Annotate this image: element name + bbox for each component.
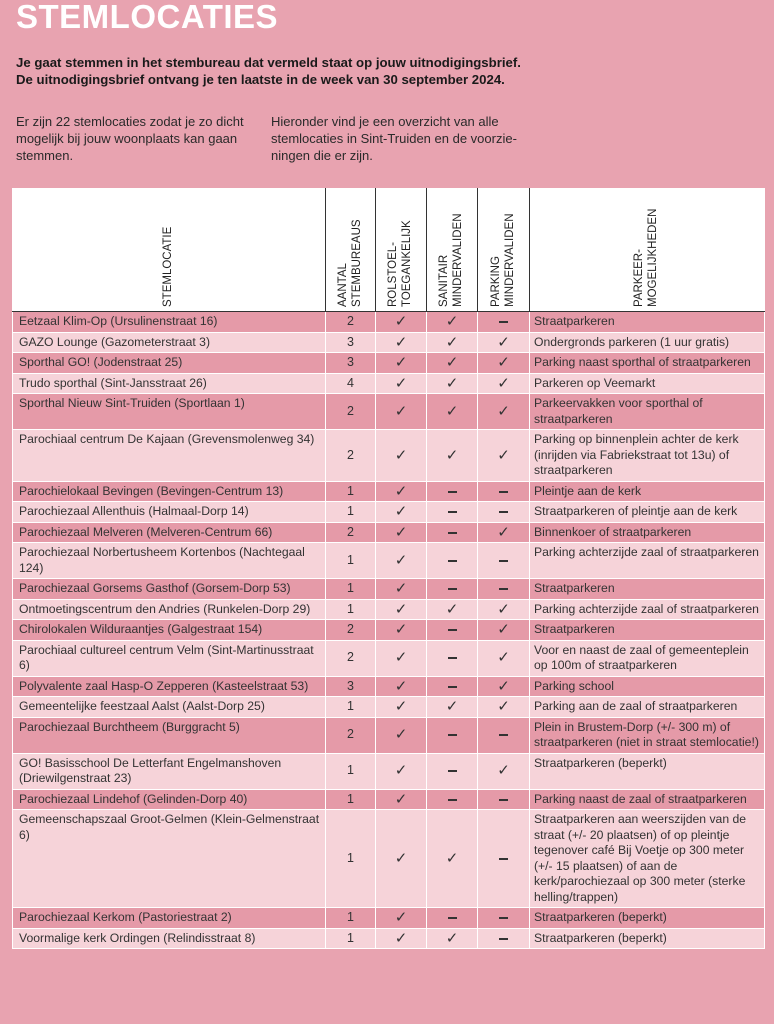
intro-text <box>16 54 756 88</box>
location-cell: Parochiezaal Lindehof (Gelinden-Dorp 40) <box>13 789 326 810</box>
table-row <box>13 373 765 394</box>
booth-count-cell: 1 <box>326 928 376 949</box>
sanitary-cell <box>427 928 478 949</box>
parking-options-cell: Plein in Brustem-Dorp (+/- 300 m) of straatparkeren (niet in straat stemlocatie!) <box>530 717 765 753</box>
table-header-row <box>13 189 765 312</box>
wheelchair-cell <box>376 543 427 579</box>
disabled-parking-cell <box>478 430 530 482</box>
location-cell: Parochielokaal Bevingen (Bevingen-Centrum 13) <box>13 481 326 502</box>
dash-icon <box>448 799 457 801</box>
location-cell: Chirolokalen Wilduraantjes (Galgestraat 154) <box>13 620 326 641</box>
check-icon: ✓ <box>394 677 408 695</box>
table-row <box>13 394 765 430</box>
check-icon: ✓ <box>445 600 459 618</box>
sanitary-cell <box>427 753 478 789</box>
table-row <box>13 908 765 929</box>
check-icon: ✓ <box>394 313 408 330</box>
parking-options-cell: Straatparkeren <box>530 312 765 333</box>
sanitary-cell <box>427 810 478 908</box>
booth-count-cell: 3 <box>326 332 376 353</box>
parking-options-cell: Straatparkeren (beperkt) <box>530 908 765 929</box>
info-column-left <box>16 113 261 164</box>
booth-count-cell: 2 <box>326 394 376 430</box>
dash-icon <box>448 491 457 493</box>
dash-icon <box>499 511 508 513</box>
table-row <box>13 353 765 374</box>
info-line: ningen die er zijn. <box>271 148 373 163</box>
location-cell: Polyvalente zaal Hasp-O Zepperen (Kasteelstraat 53) <box>13 676 326 697</box>
polling-locations-table <box>12 188 765 949</box>
sanitary-cell <box>427 394 478 430</box>
wheelchair-cell <box>376 394 427 430</box>
booth-count-cell: 2 <box>326 717 376 753</box>
dash-icon <box>448 770 457 772</box>
dash-icon <box>499 560 508 562</box>
location-cell: Parochiezaal Allenthuis (Halmaal-Dorp 14) <box>13 502 326 523</box>
table-row <box>13 579 765 600</box>
booth-count-cell: 1 <box>326 481 376 502</box>
header-aantal <box>326 189 376 312</box>
booth-count-cell: 2 <box>326 640 376 676</box>
location-cell: Parochiezaal Gorsems Gasthof (Gorsem-Dorp 53) <box>13 579 326 600</box>
sanitary-cell <box>427 312 478 333</box>
info-column-right <box>271 113 521 164</box>
dash-icon <box>499 734 508 736</box>
table-row <box>13 312 765 333</box>
disabled-parking-cell <box>478 620 530 641</box>
check-icon: ✓ <box>445 698 459 715</box>
parking-options-cell: Parking school <box>530 676 765 697</box>
check-icon: ✓ <box>497 523 510 541</box>
sanitary-cell <box>427 599 478 620</box>
check-icon: ✓ <box>394 503 408 520</box>
table-row <box>13 789 765 810</box>
parking-options-cell: Parkeren op Veemarkt <box>530 373 765 394</box>
parking-options-cell: Straatparkeren <box>530 620 765 641</box>
header-label: ROLSTOEL- TOEGANKELIJK <box>387 220 413 307</box>
header-parking <box>478 189 530 312</box>
location-cell: Sporthal GO! (Jodenstraat 25) <box>13 353 326 374</box>
wheelchair-cell <box>376 579 427 600</box>
wheelchair-cell <box>376 430 427 482</box>
parking-options-cell: Ondergronds parkeren (1 uur gratis) <box>530 332 765 353</box>
check-icon: ✓ <box>445 849 459 867</box>
check-icon: ✓ <box>497 333 510 351</box>
info-line: mogelijk bij jouw woonplaats kan gaan <box>16 131 238 146</box>
wheelchair-cell <box>376 620 427 641</box>
sanitary-cell <box>427 353 478 374</box>
dash-icon <box>448 734 457 736</box>
disabled-parking-cell <box>478 908 530 929</box>
check-icon: ✓ <box>497 402 510 420</box>
check-icon: ✓ <box>445 446 459 464</box>
check-icon: ✓ <box>497 621 510 638</box>
check-icon: ✓ <box>497 446 510 464</box>
check-icon: ✓ <box>497 374 510 392</box>
check-icon: ✓ <box>394 929 408 947</box>
parking-options-cell: Straatparkeren (beperkt) <box>530 928 765 949</box>
info-line: stemmen. <box>16 148 74 163</box>
dash-icon <box>448 532 457 534</box>
sanitary-cell <box>427 697 478 718</box>
check-icon: ✓ <box>497 698 510 715</box>
table-row <box>13 481 765 502</box>
disabled-parking-cell <box>478 481 530 502</box>
wheelchair-cell <box>376 353 427 374</box>
header-label: AANTAL STEMBUREAUS <box>336 219 363 307</box>
booth-count-cell: 3 <box>326 353 376 374</box>
booth-count-cell: 1 <box>326 599 376 620</box>
wheelchair-cell <box>376 789 427 810</box>
parking-options-cell: Parking naast sporthal of straatparkeren <box>530 353 765 374</box>
sanitary-cell <box>427 620 478 641</box>
parking-options-cell: Parking op binnenplein achter de kerk (inrijden via Fabriekstraat tot 13u) of straatparkeren <box>530 430 765 482</box>
disabled-parking-cell <box>478 353 530 374</box>
parking-options-cell: Binnenkoer of straatparkeren <box>530 522 765 543</box>
wheelchair-cell <box>376 908 427 929</box>
dash-icon <box>448 686 457 688</box>
disabled-parking-cell <box>478 373 530 394</box>
header-label: PARKEER- MOGELIJKHEDEN <box>633 208 660 307</box>
check-icon: ✓ <box>394 523 408 541</box>
table-row <box>13 640 765 676</box>
parking-options-cell: Straatparkeren (beperkt) <box>530 753 765 789</box>
wheelchair-cell <box>376 717 427 753</box>
booth-count-cell: 2 <box>326 430 376 482</box>
sanitary-cell <box>427 676 478 697</box>
header-label: SANITAIR MINDERVALIDEN <box>438 213 464 307</box>
check-icon: ✓ <box>394 354 408 371</box>
sanitary-cell <box>427 373 478 394</box>
disabled-parking-cell <box>478 789 530 810</box>
parking-options-cell: Parking naast de zaal of straatparkeren <box>530 789 765 810</box>
disabled-parking-cell <box>478 717 530 753</box>
wheelchair-cell <box>376 810 427 908</box>
location-cell: Ontmoetingscentrum den Andries (Runkelen-Dorp 29) <box>13 599 326 620</box>
header-sanitair <box>427 189 478 312</box>
location-cell: Parochiezaal Kerkom (Pastoriestraat 2) <box>13 908 326 929</box>
sanitary-cell <box>427 502 478 523</box>
booth-count-cell: 2 <box>326 522 376 543</box>
parking-options-cell: Pleintje aan de kerk <box>530 481 765 502</box>
dash-icon <box>448 657 457 659</box>
booth-count-cell: 1 <box>326 810 376 908</box>
dash-icon <box>448 511 457 513</box>
wheelchair-cell <box>376 928 427 949</box>
location-cell: Parochiezaal Burchtheem (Burggracht 5) <box>13 717 326 753</box>
location-cell: GO! Basisschool De Letterfant Engelmanshoven (Driewilgenstraat 23) <box>13 753 326 789</box>
page-title: STEMLOCATIES <box>16 0 279 35</box>
sanitary-cell <box>427 717 478 753</box>
check-icon: ✓ <box>394 649 408 667</box>
dash-icon <box>448 560 457 562</box>
wheelchair-cell <box>376 481 427 502</box>
disabled-parking-cell <box>478 579 530 600</box>
sanitary-cell <box>427 908 478 929</box>
check-icon: ✓ <box>445 354 459 371</box>
location-cell: Trudo sporthal (Sint-Jansstraat 26) <box>13 373 326 394</box>
booth-count-cell: 1 <box>326 908 376 929</box>
location-cell: Gemeenschapszaal Groot-Gelmen (Klein-Gelmenstraat 6) <box>13 810 326 908</box>
check-icon: ✓ <box>394 580 408 597</box>
disabled-parking-cell <box>478 753 530 789</box>
dash-icon <box>448 917 457 919</box>
dash-icon <box>499 588 508 590</box>
booth-count-cell: 1 <box>326 789 376 810</box>
sanitary-cell <box>427 430 478 482</box>
dash-icon <box>499 321 508 323</box>
check-icon: ✓ <box>394 790 408 808</box>
check-icon: ✓ <box>445 313 459 330</box>
header-parkeer <box>530 189 765 312</box>
wheelchair-cell <box>376 312 427 333</box>
dash-icon <box>499 858 508 860</box>
wheelchair-cell <box>376 332 427 353</box>
info-line: stemlocaties in Sint-Truiden en de voorzie- <box>271 131 517 146</box>
location-cell: Parochiezaal Norbertusheem Kortenbos (Nachtegaal 124) <box>13 543 326 579</box>
booth-count-cell: 1 <box>326 697 376 718</box>
table-row <box>13 753 765 789</box>
header-rolstoel <box>376 189 427 312</box>
header-stemlocatie <box>13 189 326 312</box>
booth-count-cell: 2 <box>326 312 376 333</box>
disabled-parking-cell <box>478 599 530 620</box>
disabled-parking-cell <box>478 332 530 353</box>
check-icon: ✓ <box>445 929 459 947</box>
disabled-parking-cell <box>478 697 530 718</box>
check-icon: ✓ <box>394 333 408 351</box>
dash-icon <box>499 917 508 919</box>
location-cell: Parochiezaal Melveren (Melveren-Centrum 66) <box>13 522 326 543</box>
check-icon: ✓ <box>445 402 459 420</box>
sanitary-cell <box>427 332 478 353</box>
check-icon: ✓ <box>394 446 408 464</box>
parking-options-cell: Straatparkeren of pleintje aan de kerk <box>530 502 765 523</box>
table-row <box>13 676 765 697</box>
booth-count-cell: 2 <box>326 620 376 641</box>
disabled-parking-cell <box>478 810 530 908</box>
intro-line: Je gaat stemmen in het stembureau dat vermeld staat op jouw uitnodigingsbrief. <box>16 55 521 70</box>
check-icon: ✓ <box>497 762 510 780</box>
check-icon: ✓ <box>394 909 408 926</box>
wheelchair-cell <box>376 599 427 620</box>
wheelchair-cell <box>376 697 427 718</box>
sanitary-cell <box>427 579 478 600</box>
dash-icon <box>448 588 457 590</box>
check-icon: ✓ <box>394 600 408 618</box>
table-row <box>13 543 765 579</box>
wheelchair-cell <box>376 676 427 697</box>
parking-options-cell: Parking achterzijde zaal of straatparkeren <box>530 599 765 620</box>
disabled-parking-cell <box>478 502 530 523</box>
disabled-parking-cell <box>478 640 530 676</box>
check-icon: ✓ <box>394 726 408 744</box>
disabled-parking-cell <box>478 522 530 543</box>
location-cell: Gemeentelijke feestzaal Aalst (Aalst-Dorp 25) <box>13 697 326 718</box>
location-cell: Parochiaal cultureel centrum Velm (Sint-Martinusstraat 6) <box>13 640 326 676</box>
booth-count-cell: 1 <box>326 502 376 523</box>
sanitary-cell <box>427 481 478 502</box>
check-icon: ✓ <box>497 600 510 618</box>
sanitary-cell <box>427 640 478 676</box>
location-cell: GAZO Lounge (Gazometerstraat 3) <box>13 332 326 353</box>
check-icon: ✓ <box>394 402 408 420</box>
check-icon: ✓ <box>394 374 408 392</box>
sanitary-cell <box>427 543 478 579</box>
wheelchair-cell <box>376 753 427 789</box>
check-icon: ✓ <box>497 354 510 371</box>
parking-options-cell: Voor en naast de zaal of gemeenteplein op 100m of straatparkeren <box>530 640 765 676</box>
sanitary-cell <box>427 522 478 543</box>
table-row <box>13 522 765 543</box>
location-cell: Sporthal Nieuw Sint-Truiden (Sportlaan 1) <box>13 394 326 430</box>
check-icon: ✓ <box>445 333 459 351</box>
table-row <box>13 620 765 641</box>
booth-count-cell: 1 <box>326 543 376 579</box>
wheelchair-cell <box>376 522 427 543</box>
table-row <box>13 697 765 718</box>
wheelchair-cell <box>376 373 427 394</box>
wheelchair-cell <box>376 502 427 523</box>
booth-count-cell: 3 <box>326 676 376 697</box>
disabled-parking-cell <box>478 676 530 697</box>
check-icon: ✓ <box>394 551 408 569</box>
check-icon: ✓ <box>394 621 408 638</box>
parking-options-cell: Parking achterzijde zaal of straatparkeren <box>530 543 765 579</box>
parking-options-cell: Straatparkeren aan weerszijden van de straat (+/- 20 plaatsen) of op pleintje tegenover café Bij Voetje op 300 meter (+/- 15 plaatsen) of aan de kerk/parochiezaal op 300 meter (sterke helling/trappen) <box>530 810 765 908</box>
check-icon: ✓ <box>394 698 408 715</box>
disabled-parking-cell <box>478 928 530 949</box>
info-line: Er zijn 22 stemlocaties zodat je zo dicht <box>16 114 244 129</box>
wheelchair-cell <box>376 640 427 676</box>
disabled-parking-cell <box>478 394 530 430</box>
check-icon: ✓ <box>445 374 459 392</box>
location-cell: Eetzaal Klim-Op (Ursulinenstraat 16) <box>13 312 326 333</box>
dash-icon <box>499 938 508 940</box>
table-row <box>13 502 765 523</box>
booth-count-cell: 1 <box>326 753 376 789</box>
table-row <box>13 430 765 482</box>
sanitary-cell <box>427 789 478 810</box>
table-row <box>13 717 765 753</box>
check-icon: ✓ <box>394 482 408 500</box>
table-row <box>13 332 765 353</box>
booth-count-cell: 1 <box>326 579 376 600</box>
check-icon: ✓ <box>497 649 510 667</box>
header-label: STEMLOCATIE <box>162 226 174 307</box>
location-cell: Voormalige kerk Ordingen (Relindisstraat 8) <box>13 928 326 949</box>
header-label: PARKING MINDERVALIDEN <box>489 213 516 307</box>
disabled-parking-cell <box>478 312 530 333</box>
table-row <box>13 599 765 620</box>
intro-line: De uitnodigingsbrief ontvang je ten laatste in de week van 30 september 2024. <box>16 72 505 87</box>
parking-options-cell: Parking aan de zaal of straatparkeren <box>530 697 765 718</box>
check-icon: ✓ <box>497 677 510 695</box>
disabled-parking-cell <box>478 543 530 579</box>
parking-options-cell: Parkeervakken voor sporthal of straatparkeren <box>530 394 765 430</box>
location-cell: Parochiaal centrum De Kajaan (Grevensmolenweg 34) <box>13 430 326 482</box>
booth-count-cell: 4 <box>326 373 376 394</box>
dash-icon <box>499 491 508 493</box>
check-icon: ✓ <box>394 762 408 780</box>
parking-options-cell: Straatparkeren <box>530 579 765 600</box>
dash-icon <box>448 629 457 631</box>
table-row <box>13 928 765 949</box>
info-line: Hieronder vind je een overzicht van alle <box>271 114 499 129</box>
dash-icon <box>499 799 508 801</box>
check-icon: ✓ <box>394 849 408 867</box>
table-row <box>13 810 765 908</box>
